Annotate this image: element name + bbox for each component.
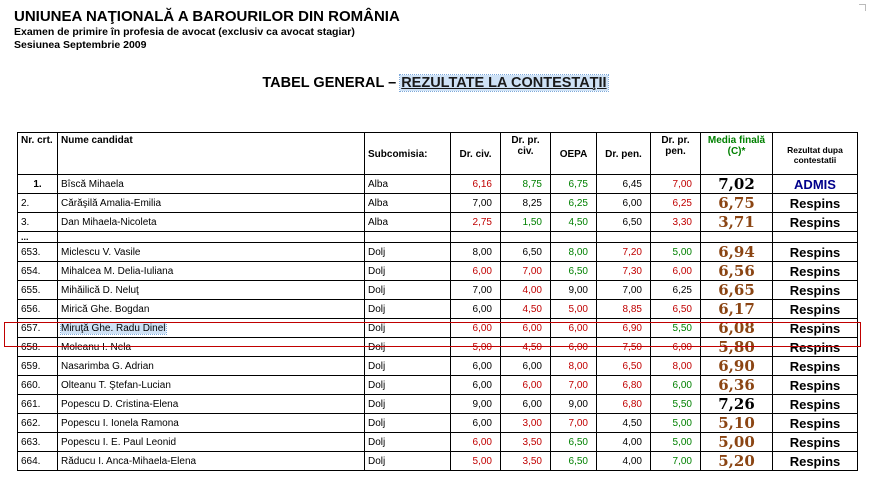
score-dr-civ: 8,00 (451, 243, 501, 262)
empty-cell (58, 232, 365, 243)
header-dr-pr-pen: Dr. pr. pen. (651, 133, 701, 175)
row-nr: 658. (18, 338, 58, 357)
candidate-name: Răducu I. Anca-Mihaela-Elena (61, 455, 197, 467)
empty-cell (701, 232, 773, 243)
score-dr-pen: 6,90 (597, 319, 651, 338)
score-dr-pen: 4,00 (597, 433, 651, 452)
row-nr: 664. (18, 452, 58, 471)
score-oepa: 8,00 (551, 357, 597, 376)
rezultat: Respins (773, 338, 858, 357)
page-corner-mark (859, 4, 866, 11)
subcomisia: Dolj (365, 433, 451, 452)
candidate-name: Mirică Ghe. Bogdan (61, 303, 150, 315)
header-name: Nume candidat (58, 133, 365, 175)
candidate-name: Bîscă Mihaela (61, 178, 124, 190)
score-dr-pr-pen: 6,00 (651, 338, 701, 357)
row-nr: 2. (18, 194, 58, 213)
score-oepa: 9,00 (551, 281, 597, 300)
score-oepa: 6,25 (551, 194, 597, 213)
score-dr-pen: 6,00 (597, 194, 651, 213)
score-dr-civ: 5,00 (451, 338, 501, 357)
candidate-name-cell[interactable] (58, 414, 365, 433)
subcomisia: Dolj (365, 395, 451, 414)
candidate-name-cell[interactable] (58, 262, 365, 281)
subcomisia: Alba (365, 194, 451, 213)
score-dr-civ: 6,00 (451, 376, 501, 395)
session-name: Sesiunea Septembrie 2009 (14, 39, 147, 51)
rezultat: Respins (773, 281, 858, 300)
score-dr-pr-pen: 5,50 (651, 319, 701, 338)
candidate-name: Popescu I. Ionela Ramona (61, 417, 179, 429)
candidate-name: Mihalcea M. Delia-Iuliana (61, 265, 174, 277)
candidate-name: Cărăşilă Amalia-Emilia (61, 197, 162, 209)
header-rezultat: Rezultat dupa contestatii (773, 133, 858, 175)
rezultat: Respins (773, 262, 858, 281)
media-finala: 6,90 (701, 357, 773, 376)
candidate-name-cell[interactable] (58, 194, 365, 213)
score-dr-civ: 6,00 (451, 300, 501, 319)
rezultat: Respins (773, 452, 858, 471)
ellipsis-row (18, 232, 858, 243)
row-nr: 662. (18, 414, 58, 433)
rezultat: Respins (773, 433, 858, 452)
media-finala: 6,17 (701, 300, 773, 319)
row-nr: 656. (18, 300, 58, 319)
table-row (18, 357, 858, 376)
media-finala: 3,71 (701, 213, 773, 232)
empty-cell (365, 232, 451, 243)
candidate-name: Popescu D. Cristina-Elena (61, 398, 179, 410)
score-oepa: 7,00 (551, 376, 597, 395)
candidate-name-cell[interactable] (58, 213, 365, 232)
subcomisia: Dolj (365, 281, 451, 300)
score-oepa: 8,00 (551, 243, 597, 262)
media-finala: 6,56 (701, 262, 773, 281)
candidate-name: Olteanu T. Ştefan-Lucian (61, 379, 171, 391)
row-nr: 661. (18, 395, 58, 414)
empty-cell (551, 232, 597, 243)
subcomisia: Dolj (365, 300, 451, 319)
candidate-name-cell[interactable] (58, 376, 365, 395)
score-dr-pr-civ: 6,00 (501, 395, 551, 414)
row-nr: 663. (18, 433, 58, 452)
table-row (18, 414, 858, 433)
candidate-name-cell[interactable] (58, 338, 365, 357)
candidate-name: Moleanu I. Nela (61, 341, 132, 353)
empty-cell (501, 232, 551, 243)
score-dr-pen: 7,20 (597, 243, 651, 262)
score-dr-pr-pen: 7,00 (651, 452, 701, 471)
score-oepa: 6,50 (551, 452, 597, 471)
score-oepa: 9,00 (551, 395, 597, 414)
ellipsis-cell: ... (18, 232, 58, 243)
subcomisia: Dolj (365, 319, 451, 338)
rezultat: Respins (773, 300, 858, 319)
title-prefix: TABEL GENERAL – (262, 75, 401, 91)
rezultat: Respins (773, 376, 858, 395)
score-dr-pr-pen: 5,00 (651, 414, 701, 433)
document-title (0, 75, 870, 91)
score-dr-pen: 6,50 (597, 357, 651, 376)
score-oepa: 6,00 (551, 319, 597, 338)
score-dr-pr-civ: 6,00 (501, 319, 551, 338)
score-dr-pr-civ: 4,00 (501, 281, 551, 300)
media-finala: 7,26 (701, 395, 773, 414)
score-dr-pr-civ: 4,50 (501, 338, 551, 357)
subcomisia: Dolj (365, 414, 451, 433)
rezultat: Respins (773, 194, 858, 213)
rezultat: ADMIS (773, 175, 858, 194)
subcomisia: Dolj (365, 338, 451, 357)
candidate-name: Nasarimba G. Adrian (61, 360, 154, 372)
score-dr-pr-civ: 1,50 (501, 213, 551, 232)
candidate-name-cell[interactable] (58, 281, 365, 300)
candidate-name: Miclescu V. Vasile (61, 246, 141, 258)
header-nr: Nr. crt. (18, 133, 58, 175)
score-dr-civ: 6,00 (451, 414, 501, 433)
exam-name: Examen de primire în profesia de avocat (exclusiv ca avocat stagiar) (14, 26, 355, 38)
candidate-name-cell[interactable] (58, 319, 365, 338)
rezultat: Respins (773, 395, 858, 414)
score-dr-pr-pen: 8,00 (651, 357, 701, 376)
subcomisia: Alba (365, 175, 451, 194)
rezultat: Respins (773, 414, 858, 433)
header-dr-pr-civ: Dr. pr. civ. (501, 133, 551, 175)
results-table (17, 132, 858, 471)
score-dr-pen: 4,00 (597, 452, 651, 471)
score-oepa: 6,00 (551, 338, 597, 357)
table-header-row (18, 133, 858, 175)
table-row (18, 243, 858, 262)
score-dr-pr-civ: 7,00 (501, 262, 551, 281)
table-row (18, 213, 858, 232)
score-dr-pen: 6,80 (597, 376, 651, 395)
score-dr-civ: 2,75 (451, 213, 501, 232)
score-dr-pr-civ: 3,00 (501, 414, 551, 433)
candidate-name-cell[interactable] (58, 243, 365, 262)
score-oepa: 7,00 (551, 414, 597, 433)
subcomisia: Dolj (365, 376, 451, 395)
candidate-name: Mihăilică D. Neluţ (61, 284, 139, 296)
rezultat: Respins (773, 319, 858, 338)
score-dr-civ: 6,00 (451, 262, 501, 281)
score-dr-pr-pen: 3,30 (651, 213, 701, 232)
score-dr-pr-pen: 6,00 (651, 376, 701, 395)
candidate-name: Popescu I. E. Paul Leonid (61, 436, 177, 448)
score-dr-pr-civ: 3,50 (501, 433, 551, 452)
empty-cell (597, 232, 651, 243)
score-dr-pen: 6,80 (597, 395, 651, 414)
candidate-name-cell[interactable] (58, 395, 365, 414)
table-row (18, 452, 858, 471)
header-oepa: OEPA (551, 133, 597, 175)
row-nr: 654. (18, 262, 58, 281)
score-dr-pr-pen: 7,00 (651, 175, 701, 194)
rezultat: Respins (773, 357, 858, 376)
table-row (18, 395, 858, 414)
empty-cell (651, 232, 701, 243)
candidate-name-cell[interactable] (58, 175, 365, 194)
score-dr-pr-pen: 5,50 (651, 395, 701, 414)
score-dr-pen: 6,50 (597, 213, 651, 232)
score-dr-civ: 5,00 (451, 452, 501, 471)
score-dr-pr-civ: 4,50 (501, 300, 551, 319)
score-dr-civ: 7,00 (451, 281, 501, 300)
score-dr-pen: 7,00 (597, 281, 651, 300)
media-finala: 6,65 (701, 281, 773, 300)
candidate-name: Miruţă Ghe. Radu Dinel (61, 322, 166, 334)
media-finala: 6,94 (701, 243, 773, 262)
media-finala: 5,10 (701, 414, 773, 433)
table-row (18, 262, 858, 281)
score-dr-pen: 8,85 (597, 300, 651, 319)
table-row (18, 319, 858, 338)
candidate-name: Dan Mihaela-Nicoleta (61, 216, 157, 228)
header-media-finala: Media finală (C)* (701, 133, 773, 175)
score-dr-pen: 6,45 (597, 175, 651, 194)
header-dr-civ: Dr. civ. (451, 133, 501, 175)
candidate-name-cell[interactable] (58, 433, 365, 452)
header-dr-pen: Dr. pen. (597, 133, 651, 175)
score-dr-pr-pen: 6,25 (651, 281, 701, 300)
table-row (18, 376, 858, 395)
rezultat: Respins (773, 213, 858, 232)
row-nr: 655. (18, 281, 58, 300)
header-subcomisia: Subcomisia: (365, 133, 451, 175)
score-dr-pr-civ: 8,75 (501, 175, 551, 194)
score-oepa: 5,00 (551, 300, 597, 319)
subcomisia: Dolj (365, 243, 451, 262)
score-dr-civ: 6,00 (451, 433, 501, 452)
score-oepa: 6,75 (551, 175, 597, 194)
score-oepa: 6,50 (551, 433, 597, 452)
row-nr: 659. (18, 357, 58, 376)
score-dr-civ: 6,00 (451, 357, 501, 376)
media-finala: 5,00 (701, 433, 773, 452)
score-dr-pr-pen: 6,50 (651, 300, 701, 319)
score-dr-pr-pen: 6,25 (651, 194, 701, 213)
media-finala: 5,20 (701, 452, 773, 471)
media-finala: 5,80 (701, 338, 773, 357)
score-dr-pr-civ: 6,50 (501, 243, 551, 262)
score-dr-civ: 6,16 (451, 175, 501, 194)
row-nr: 653. (18, 243, 58, 262)
candidate-name-cell[interactable] (58, 357, 365, 376)
table-row (18, 433, 858, 452)
media-finala: 6,08 (701, 319, 773, 338)
score-dr-pr-civ: 8,25 (501, 194, 551, 213)
media-finala: 6,36 (701, 376, 773, 395)
candidate-name-cell[interactable] (58, 452, 365, 471)
score-dr-pr-pen: 5,00 (651, 433, 701, 452)
score-dr-pr-pen: 6,00 (651, 262, 701, 281)
table-row (18, 300, 858, 319)
score-dr-civ: 9,00 (451, 395, 501, 414)
score-dr-pen: 7,30 (597, 262, 651, 281)
score-dr-pr-pen: 5,00 (651, 243, 701, 262)
subcomisia: Dolj (365, 262, 451, 281)
score-dr-pr-civ: 6,00 (501, 357, 551, 376)
rezultat: Respins (773, 243, 858, 262)
row-nr: 1. (18, 175, 58, 194)
title-highlighted-text[interactable]: REZULTATE LA CONTESTAŢII (401, 75, 607, 91)
media-finala: 6,75 (701, 194, 773, 213)
subcomisia: Dolj (365, 357, 451, 376)
score-dr-pen: 7,50 (597, 338, 651, 357)
row-nr: 657. (18, 319, 58, 338)
empty-cell (773, 232, 858, 243)
subcomisia: Dolj (365, 452, 451, 471)
table-row (18, 281, 858, 300)
score-dr-civ: 7,00 (451, 194, 501, 213)
score-dr-pen: 4,50 (597, 414, 651, 433)
score-oepa: 4,50 (551, 213, 597, 232)
row-nr: 3. (18, 213, 58, 232)
score-oepa: 6,50 (551, 262, 597, 281)
media-finala: 7,02 (701, 175, 773, 194)
table-row (18, 338, 858, 357)
score-dr-pr-civ: 3,50 (501, 452, 551, 471)
subcomisia: Alba (365, 213, 451, 232)
table-row (18, 194, 858, 213)
score-dr-civ: 6,00 (451, 319, 501, 338)
empty-cell (451, 232, 501, 243)
table-row (18, 175, 858, 194)
row-nr: 660. (18, 376, 58, 395)
score-dr-pr-civ: 6,00 (501, 376, 551, 395)
org-name: UNIUNEA NAŢIONALĂ A BAROURILOR DIN ROMÂNIA (14, 8, 400, 25)
candidate-name-cell[interactable] (58, 300, 365, 319)
